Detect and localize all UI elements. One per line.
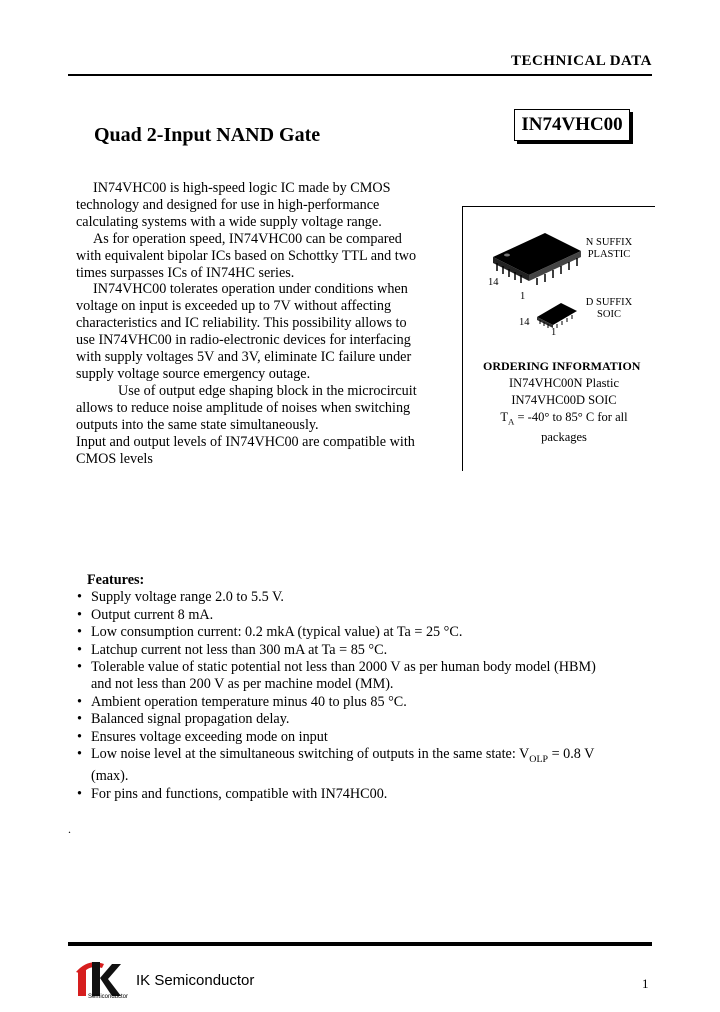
feature-item-noise: • Low noise level at the simultaneous switching of outputs in the same state: $V_{OLP} = 0.8$ V (max). <box>76 746 601 786</box>
feature-item: • Tolerable value of static potential not less than 2000 V as per human body model (HBM) and not less than 200 V as per machine model (MM). <box>76 659 611 694</box>
dip-package-icon <box>483 225 593 285</box>
ik-logo <box>74 958 130 1002</box>
soic-package-icon <box>531 295 583 331</box>
n-suffix: N SUFFIX <box>585 237 633 248</box>
n-package-type: PLASTIC <box>587 249 631 260</box>
ordering-line: packages <box>541 429 587 444</box>
feature-item: • Output current 8 mA. <box>76 607 656 624</box>
logo-subtext: Semiconductor <box>88 994 129 1000</box>
feature-item: • Supply voltage range 2.0 to 5.5 V. <box>76 589 656 606</box>
feature-item: • Latchup current not less than 300 mA at Ta = 85 °C. <box>76 642 656 659</box>
page-number: 1 <box>642 976 649 991</box>
intro-paragraph: Use of output edge shaping block in the microcircuit allows to reduce noise amplitude of noises when switching outputs into the same state simultaneously. <box>76 382 417 433</box>
intro-paragraph: Input and output levels of IN74VHC00 are compatible with CMOS levels <box>76 433 415 467</box>
n-suffix-label <box>583 237 635 261</box>
features-list <box>76 589 656 803</box>
company-name: IK Semiconductor <box>136 972 255 989</box>
d-package-type: SOIC <box>597 309 621 320</box>
pin-1-label: 1 <box>551 327 557 338</box>
pin-14-label: 14 <box>519 317 530 328</box>
part-number: IN74VHC00 <box>521 114 623 135</box>
footer-divider <box>68 942 652 946</box>
intro-paragraph: IN74VHC00 tolerates operation under conditions when voltage on input is exceeded up to 7V without affecting characteristics and IC reliability. This possibility allows to use IN74VHC00 in radio-electronic devices for interfacing with supply voltages 5V and 3V, eliminate IC failure under supply voltage source emergency outage. <box>76 281 412 382</box>
ordering-line: IN74VHC00N Plastic <box>508 376 620 390</box>
intro-paragraph: IN74VHC00 is high-speed logic IC made by CMOS technology and designed for use in high-performance calculating systems with a wide supply voltage range. <box>76 180 391 230</box>
intro-text <box>76 180 428 467</box>
part-number-box <box>514 109 630 141</box>
feature-item: • Ensures voltage exceeding mode on input <box>76 729 656 746</box>
stray-dot: . <box>68 822 71 836</box>
pin-1-label: 1 <box>520 291 526 302</box>
ordering-temp-line: $T_A = -40^\circ$ to 85° C for all <box>500 410 628 427</box>
page-title: Quad 2-Input NAND Gate <box>94 124 321 146</box>
features-title: Features: <box>87 572 145 588</box>
d-suffix: D SUFFIX <box>585 297 633 308</box>
intro-paragraph: As for operation speed, IN74VHC00 can be compared with equivalent bipolar ICs based on Schottky TTL and two times surpasses ICs of IN74HC series. <box>76 230 417 281</box>
feature-item: • Ambient operation temperature minus 40 to plus 85 °C. <box>76 694 656 711</box>
ordering-line: IN74VHC00D SOIC <box>511 393 617 407</box>
d-suffix-label <box>583 297 635 321</box>
feature-item: • Balanced signal propagation delay. <box>76 711 656 728</box>
ordering-info-title: ORDERING INFORMATION <box>483 359 641 373</box>
ordering-info <box>469 375 659 444</box>
pin-14-label: 14 <box>488 277 499 288</box>
package-info-panel <box>462 206 655 471</box>
feature-item: • For pins and functions, compatible with IN74HC00. <box>76 786 656 803</box>
technical-data-label: TECHNICAL DATA <box>510 53 652 69</box>
feature-item: • Low consumption current: 0.2 mkA (typical value) at Ta = 25 °C. <box>76 624 656 641</box>
features-section <box>76 572 656 803</box>
header-divider <box>68 74 652 76</box>
